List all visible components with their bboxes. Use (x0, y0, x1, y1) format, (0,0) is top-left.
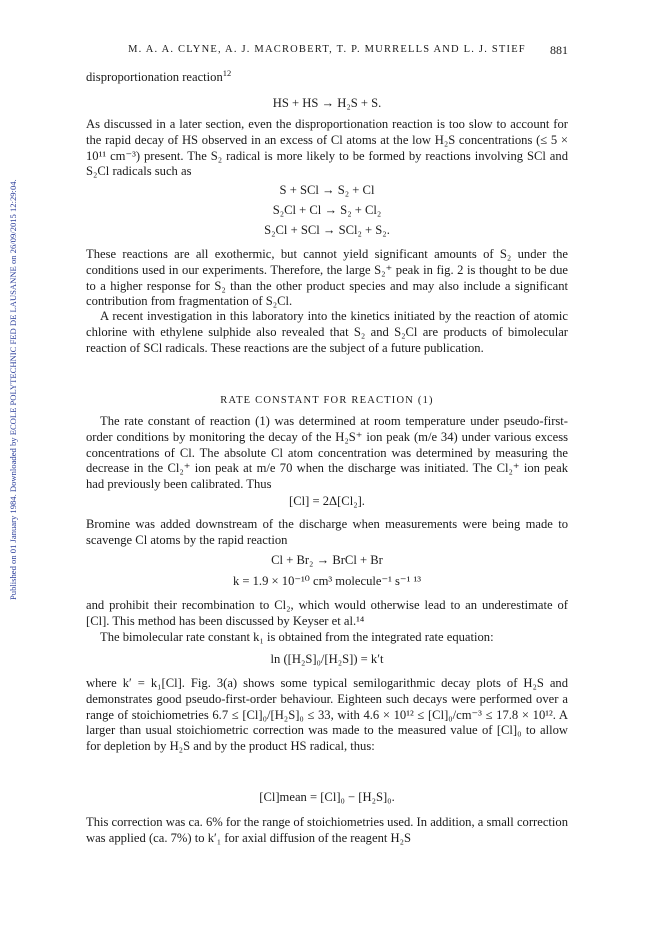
paragraph-1 (86, 67, 568, 86)
page-number: 881 (550, 43, 568, 57)
equation-9: [Cl]mean = [Cl]₀ − [H₂S]₀. (259, 790, 395, 804)
equation-4: S₂Cl + SCl → SCl₂ + S₂. (264, 223, 390, 237)
equation-1: HS + HS → H₂S + S. (272, 96, 382, 110)
equation-6: Cl + Br₂ → BrCl + Br (271, 553, 383, 567)
paragraph-8-block (86, 630, 568, 646)
paragraph-8: The bimolecular rate constant k₁ is obtained from the integrated rate equation: (100, 630, 494, 644)
equation-3: S₂Cl + Cl → S₂ + Cl₂ (272, 203, 382, 217)
paragraph-4: A recent investigation in this laboratory into the kinetics initiated by the reaction of atomic chlorine with ethylene sulphide also revealed that S₂ and S₂Cl are products of bimolecular reaction of SCl radicals. These reactions are the subject of a future publication. (86, 309, 568, 355)
download-watermark (0, 80, 28, 600)
paragraph-9: where k′ = k₁[Cl]. Fig. 3(a) shows some typical semilogarithmic decay plots of H₂S and demonstrates good pseudo-first-order behaviour. Eighteen such decays were performed over a range of stoichiometries 6.7 ≤ [Cl]₀/[H₂S]₀ ≤ 33, with 4.6 × 10¹² ≤ [Cl]₀/cm⁻³ ≤ 17.8 × 10¹². A larger than usual stoichiometric correction was made to the measured value of [Cl]₀ to allow for depletion by H₂S and by the product HS radical, thus: (86, 676, 568, 754)
paragraph-4-block (86, 309, 568, 356)
running-header (86, 44, 568, 62)
paragraph-7: and prohibit their recombination to Cl₂, which would otherwise lead to an underestimate of [Cl]. This method has been discussed by Keyser et al.¹⁴ (86, 598, 568, 628)
paragraph-5-block (86, 414, 568, 493)
equation-7: k = 1.9 × 10⁻¹⁰ cm³ molecule⁻¹ s⁻¹ ¹³ (232, 574, 422, 588)
equation-2: S + SCl → S₂ + Cl (279, 183, 375, 197)
equation-8: ln ([H₂S]₀/[H₂S]) = k′t (270, 652, 384, 666)
paragraph-3: These reactions are all exothermic, but cannot yield significant amounts of S₂ under the conditions used in our experiments. Therefore, the large S₂⁺ peak in fig. 2 is thought to be due to a higher response for S₂ than the other product species and may also include a significant contribution from fragmentation of S₂Cl. (86, 247, 568, 309)
reference-12: 12 (222, 67, 232, 78)
equation-5: [Cl] = 2Δ[Cl₂]. (289, 494, 365, 508)
paragraph-5: The rate constant of reaction (1) was determined at room temperature under pseudo-first-order conditions by monitoring the decay of the H₂S⁺ ion peak (m/e 34) under various excess concentrations of Cl. The absolute Cl atom concentration was determined by measuring the decrease in the Cl₂⁺ ion peak at m/e 70 when the discharge was initiated. The Cl₂⁺ ion peak had previously been calibrated. Thus (86, 414, 568, 492)
section-title: RATE CONSTANT FOR REACTION (1) (220, 395, 434, 406)
paragraph-2: As discussed in a later section, even the disproportionation reaction is too slow to account for the rapid decay of HS observed in an excess of Cl atoms at the low H₂S concentrations (≤ 5 × 10¹¹ cm⁻³) present. The S₂ radical is more likely to be formed by reactions involving SCl and S₂Cl radicals such as (86, 117, 568, 179)
paragraph-1-text: disproportionation reaction (86, 70, 223, 84)
header-authors: M. A. A. CLYNE, A. J. MACROBERT, T. P. MURRELLS AND L. J. STIEF (128, 44, 526, 55)
body-block-1 (86, 67, 568, 86)
paragraph-10: This correction was ca. 6% for the range of stoichiometries used. In addition, a small correction was applied (ca. 7%) to k′₁ for axial diffusion of the reagent H₂S (86, 815, 568, 845)
watermark-text: Published on 01 January 1984. Downloaded by ECOLE POLYTECHNIC FED DE LAUSANNE on 26/09/2015 12:29:04. (8, 179, 18, 600)
paragraph-6: Bromine was added downstream of the discharge when measurements were being made to scavenge Cl atoms by the rapid reaction (86, 517, 568, 547)
